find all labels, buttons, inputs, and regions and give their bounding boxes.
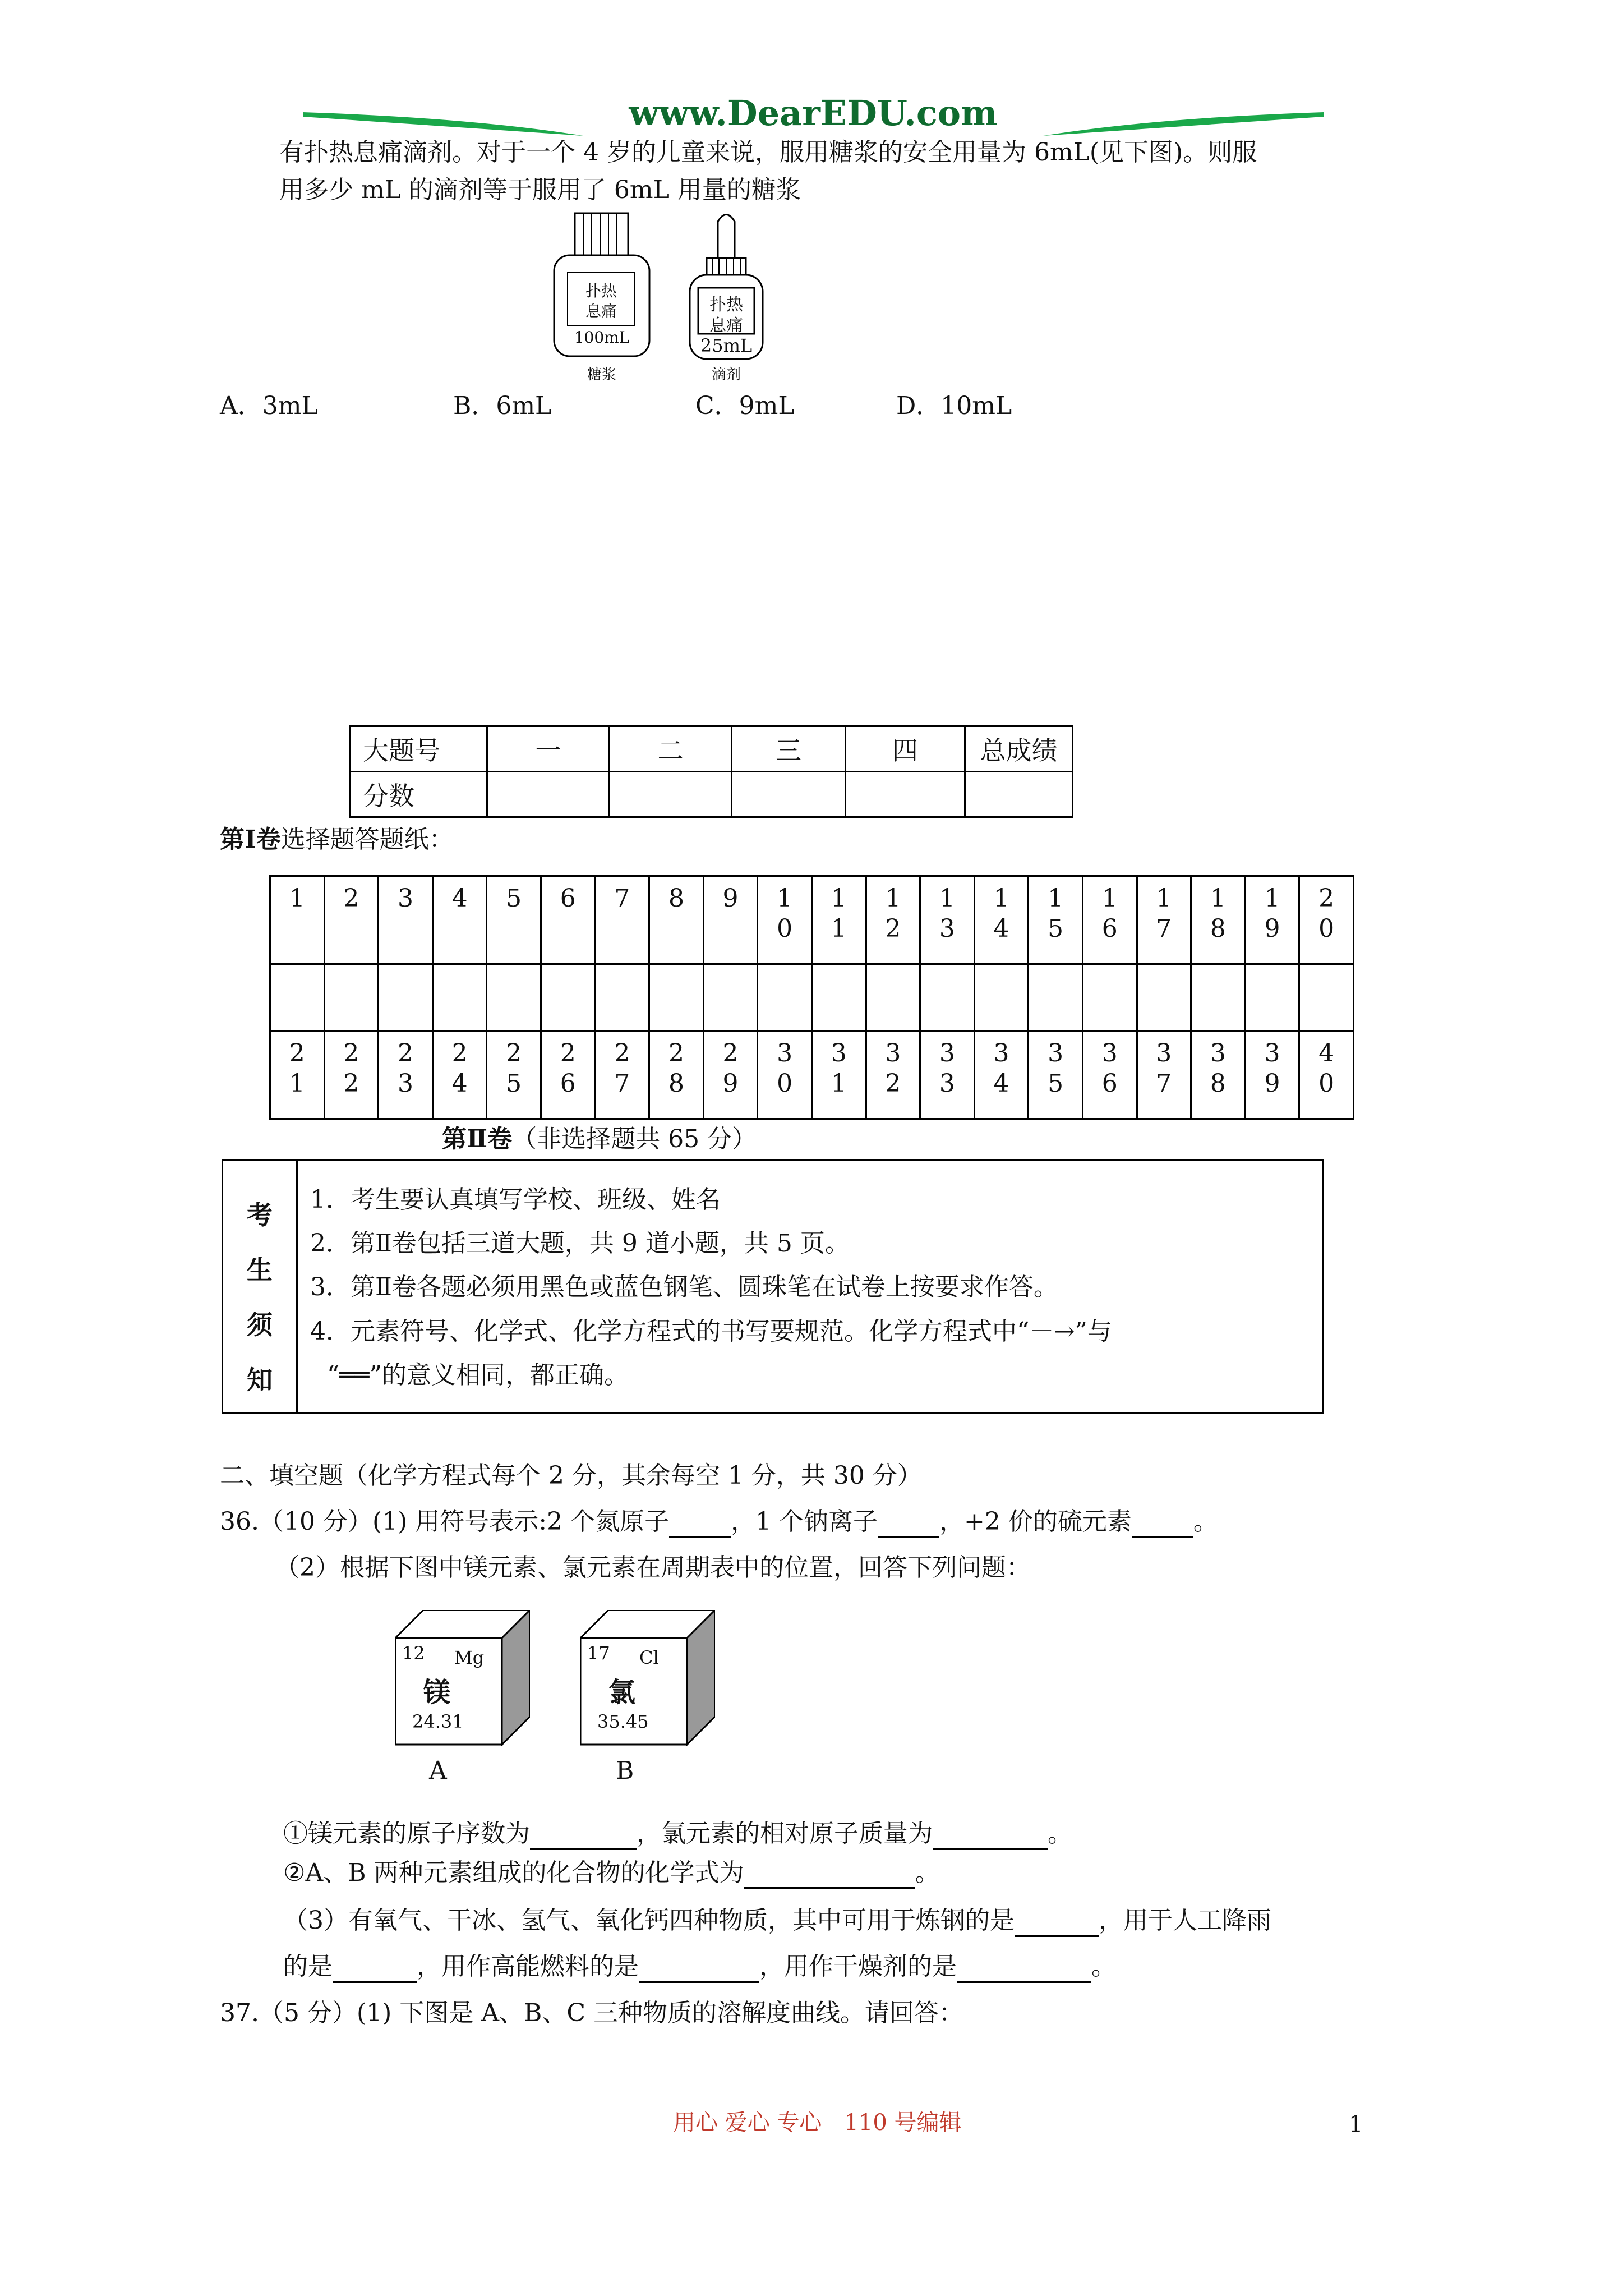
q36-sub3b (283, 1950, 1116, 1983)
q36-text: ，氯元素的相对原子质量为 (637, 1819, 933, 1848)
q36-text: 。 (1091, 1952, 1116, 1981)
mg-symbol: Mg (454, 1647, 485, 1668)
answer-number-digit: 0 (1318, 914, 1335, 943)
answer-number-digit: 3 (397, 1069, 413, 1098)
answer-number-cell (595, 1031, 649, 1119)
footer-center: 用心 爱心 专心 110 号编辑 (673, 2110, 962, 2136)
question-text-line2: 用多少 mL 的滴剂等于服用了 6mL 用量的糖浆 (279, 176, 801, 204)
answer-number-digit: 4 (993, 914, 1009, 943)
drops-label-2: 息痛 (709, 316, 743, 335)
q36-text: ，+2 价的硫元素 (939, 1507, 1132, 1536)
answer-number-digit: 6 (1101, 914, 1118, 943)
answer-number-cell (541, 1031, 595, 1119)
answer-number-digit: 5 (1048, 914, 1064, 943)
answer-number-cell (811, 876, 866, 964)
notice-item-1: 1．考生要认真填写学校、班级、姓名 (310, 1185, 721, 1214)
q36-line2: （2）根据下图中镁元素、氯元素在周期表中的位置，回答下列问题： (275, 1553, 1031, 1582)
mg-caption: A (429, 1756, 447, 1785)
cl-number: 17 (587, 1642, 610, 1664)
answer-number-digit: 1 (1210, 884, 1226, 913)
answer-number-digit: 5 (1048, 1069, 1064, 1098)
q36-text: 。 (915, 1858, 940, 1887)
q36-sub1 (283, 1818, 1072, 1850)
score-header-cell: 二 (610, 726, 732, 772)
notice-side-char: 考 (247, 1200, 273, 1230)
answer-number-digit: 3 (1048, 1039, 1064, 1068)
answer-blank[interactable] (639, 1956, 759, 1983)
answer-number-digit: 0 (1318, 1069, 1335, 1098)
element-cube-mg (395, 1610, 530, 1750)
answer-number-digit: 2 (560, 1039, 576, 1068)
notice-side-column (223, 1161, 298, 1412)
answer-input-cell[interactable] (1299, 964, 1354, 1031)
q36-text: ②A、B 两种元素组成的化合物的化学式为 (283, 1858, 744, 1887)
section2-heading: 二、填空题（化学方程式每个 2 分，其余每空 1 分，共 30 分） (220, 1461, 922, 1490)
answer-input-cell[interactable] (541, 964, 595, 1031)
score-header-row (350, 726, 1073, 772)
answer-input-cell[interactable] (703, 964, 758, 1031)
answer-number-cell (487, 1031, 541, 1119)
notice-item-5: “══”的意义相同，都正确。 (327, 1361, 629, 1389)
q36-text: 的是 (283, 1952, 333, 1981)
notice-side-char: 生 (247, 1255, 273, 1285)
answer-number-cell (649, 1031, 704, 1119)
answer-number-digit: 3 (1210, 1039, 1226, 1068)
answer-number-digit: 8 (668, 1069, 684, 1098)
part2-title (442, 1123, 757, 1156)
answer-number-cell (974, 876, 1029, 964)
score-value-row (350, 772, 1073, 817)
q36-text: ，1 个钠离子 (731, 1507, 878, 1536)
score-input-cell[interactable] (965, 772, 1073, 817)
syrup-caption: 糖浆 (587, 366, 616, 383)
answer-number-digit: 1 (831, 884, 847, 913)
answer-number-cell (432, 1031, 487, 1119)
answer-number-digit: 2 (722, 1039, 739, 1068)
cl-caption: B (616, 1756, 634, 1785)
q36-text: 。 (1193, 1507, 1218, 1536)
score-row-label: 分数 (350, 772, 487, 817)
option-a[interactable]: A．3mL (220, 392, 318, 420)
answer-number-digit: 6 (1101, 1069, 1118, 1098)
answer-input-cell[interactable] (649, 964, 704, 1031)
part2-title-rest: （非选择题共 65 分） (512, 1125, 757, 1153)
answer-input-cell[interactable] (974, 964, 1029, 1031)
drops-bottle (684, 205, 768, 384)
answer-number-digit: 6 (560, 1069, 576, 1098)
answer-number-digit: 3 (777, 1039, 793, 1068)
answer-number-cell: 1 (270, 876, 325, 964)
cl-symbol: Cl (639, 1647, 659, 1668)
answer-number-digit: 3 (993, 1039, 1009, 1068)
answer-input-cell[interactable] (379, 964, 433, 1031)
answer-number-digit: 5 (506, 1069, 522, 1098)
part2-title-bold: 第Ⅱ卷 (442, 1125, 513, 1153)
score-table (349, 725, 1073, 818)
answer-number-cell (1082, 876, 1137, 964)
q36-text: ，用作干燥剂的是 (759, 1952, 957, 1981)
mg-number: 12 (402, 1642, 425, 1664)
answer-number-cell: 4 (432, 876, 487, 964)
answer-number-digit: 9 (722, 1069, 739, 1098)
answer-blank[interactable] (530, 1823, 637, 1850)
answer-number-cell (1137, 876, 1191, 964)
answer-number-digit: 3 (939, 1069, 955, 1098)
answer-number-digit: 3 (1101, 1039, 1118, 1068)
answer-number-cell (920, 876, 975, 964)
answer-number-digit: 1 (1101, 884, 1118, 913)
answer-blank[interactable] (878, 1511, 939, 1538)
answer-number-digit: 3 (939, 914, 955, 943)
answer-input-cell[interactable] (920, 964, 975, 1031)
score-input-cell[interactable] (732, 772, 846, 817)
answer-number-digit: 1 (289, 1069, 305, 1098)
answer-number-digit: 3 (831, 1039, 847, 1068)
answer-number-cell (379, 1031, 433, 1119)
answer-number-digit: 2 (506, 1039, 522, 1068)
part1-title-rest: 选择题答题纸： (280, 825, 454, 854)
answer-number-cell (270, 1031, 325, 1119)
drops-volume: 25mL (700, 335, 753, 356)
answer-number-digit: 2 (451, 1039, 468, 1068)
answer-input-cell[interactable] (1191, 964, 1246, 1031)
cl-name: 氯 (608, 1677, 636, 1708)
score-header-cell: 四 (846, 726, 965, 772)
answer-number-digit: 3 (885, 1039, 901, 1068)
q36-line1 (220, 1506, 1218, 1538)
answer-blank[interactable] (744, 1862, 915, 1889)
score-header-cell: 总成绩 (965, 726, 1073, 772)
notice-side-char: 知 (247, 1365, 273, 1395)
answer-number-cell (1299, 876, 1354, 964)
answer-blank[interactable] (933, 1823, 1048, 1850)
answer-input-cell[interactable] (324, 964, 379, 1031)
syrup-bottle (550, 210, 653, 384)
part1-title (220, 823, 454, 856)
answer-number-digit: 2 (668, 1039, 684, 1068)
answer-number-cell (703, 1031, 758, 1119)
answer-number-digit: 9 (1264, 914, 1280, 943)
answer-number-cell: 7 (595, 876, 649, 964)
answer-number-cell (758, 876, 812, 964)
answer-number-digit: 2 (1318, 884, 1335, 913)
answer-number-digit: 4 (1318, 1039, 1335, 1068)
answer-number-cell (1082, 1031, 1137, 1119)
answer-number-cell (1245, 1031, 1299, 1119)
answer-number-digit: 2 (289, 1039, 305, 1068)
answer-number-digit: 1 (939, 884, 955, 913)
answer-number-digit: 1 (1156, 884, 1172, 913)
answer-number-digit: 7 (1156, 914, 1172, 943)
question-text-line1: 有扑热息痛滴剂。对于一个 4 岁的儿童来说，服用糖浆的安全用量为 6mL(见下图)。则服 (279, 138, 1257, 167)
answer-number-digit: 7 (1156, 1069, 1172, 1098)
answer-input-cell[interactable] (270, 964, 325, 1031)
syrup-volume: 100mL (574, 328, 630, 347)
answer-number-digit: 2 (885, 1069, 901, 1098)
q36-text: （3）有氧气、干冰、氢气、氧化钙四种物质，其中可用于炼钢的是 (283, 1906, 1015, 1935)
answer-number-digit: 1 (1048, 884, 1064, 913)
q36-text: ，用于人工降雨 (1099, 1906, 1271, 1935)
answer-number-digit: 4 (451, 1069, 468, 1098)
q36-text: ，用作高能燃料的是 (417, 1952, 639, 1981)
answer-blank[interactable] (1015, 1910, 1099, 1937)
q36-text: 36.（10 分）(1) 用符号表示:2 个氮原子 (220, 1507, 670, 1536)
answer-input-cell[interactable] (866, 964, 920, 1031)
answer-number-cell (866, 1031, 920, 1119)
answer-number-cell: 8 (649, 876, 704, 964)
answer-number-cell (1245, 876, 1299, 964)
answer-number-digit: 1 (1264, 884, 1280, 913)
answer-number-digit: 1 (885, 884, 901, 913)
answer-input-cell[interactable] (432, 964, 487, 1031)
answer-number-row (270, 1031, 1354, 1119)
option-c[interactable]: C．9mL (695, 392, 795, 420)
cl-mass: 35.45 (597, 1711, 649, 1732)
answer-number-cell: 3 (379, 876, 433, 964)
answer-number-row (270, 876, 1354, 964)
answer-blank[interactable] (957, 1956, 1091, 1983)
option-d[interactable]: D．10mL (896, 392, 1012, 420)
answer-number-cell (866, 876, 920, 964)
answer-number-cell (324, 1031, 379, 1119)
mg-mass: 24.31 (412, 1711, 464, 1732)
answer-input-cell[interactable] (758, 964, 812, 1031)
answer-blank-row (270, 964, 1354, 1031)
answer-number-cell (1191, 1031, 1246, 1119)
site-url[interactable]: www.DearEDU.com (629, 93, 998, 134)
score-header-cell: 三 (732, 726, 846, 772)
answer-number-cell (811, 1031, 866, 1119)
answer-input-cell[interactable] (1137, 964, 1191, 1031)
answer-number-digit: 2 (397, 1039, 413, 1068)
q36-sub2 (283, 1857, 940, 1889)
answer-number-cell (1191, 876, 1246, 964)
answer-number-digit: 0 (777, 1069, 793, 1098)
answer-grid (269, 875, 1354, 1120)
score-input-cell[interactable] (487, 772, 610, 817)
answer-number-cell: 2 (324, 876, 379, 964)
answer-number-cell: 5 (487, 876, 541, 964)
q36-sub3a (283, 1904, 1271, 1937)
answer-number-cell: 9 (703, 876, 758, 964)
notice-item-3: 3．第Ⅱ卷各题必须用黑色或蓝色钢笔、圆珠笔在试卷上按要求作答。 (310, 1273, 1058, 1301)
drops-caption: 滴剂 (711, 366, 741, 383)
answer-number-digit: 2 (343, 1039, 359, 1068)
answer-blank[interactable] (333, 1956, 417, 1983)
answer-number-digit: 2 (885, 914, 901, 943)
answer-number-digit: 2 (343, 1069, 359, 1098)
q36-text: ①镁元素的原子序数为 (283, 1819, 530, 1848)
part1-title-bold: 第Ⅰ卷 (220, 825, 281, 854)
answer-number-digit: 3 (1156, 1039, 1172, 1068)
answer-input-cell[interactable] (811, 964, 866, 1031)
syrup-label-2: 息痛 (585, 302, 617, 320)
answer-number-digit: 2 (614, 1039, 630, 1068)
answer-number-digit: 1 (831, 1069, 847, 1098)
answer-blank[interactable] (1132, 1511, 1193, 1538)
answer-number-digit: 1 (831, 914, 847, 943)
answer-number-cell (974, 1031, 1029, 1119)
q37-line: 37.（5 分）(1) 下图是 A、B、C 三种物质的溶解度曲线。请回答： (220, 1999, 964, 2027)
answer-number-digit: 1 (993, 884, 1009, 913)
answer-number-cell (1029, 1031, 1083, 1119)
score-input-cell[interactable] (846, 772, 965, 817)
answer-number-cell: 6 (541, 876, 595, 964)
drops-label-1: 扑热 (709, 295, 743, 315)
notice-side-char: 须 (247, 1310, 273, 1340)
answer-input-cell[interactable] (1029, 964, 1083, 1031)
answer-number-digit: 9 (1264, 1069, 1280, 1098)
answer-number-cell (1029, 876, 1083, 964)
answer-number-digit: 0 (777, 914, 793, 943)
mg-name: 镁 (423, 1677, 451, 1708)
element-cube-cl (580, 1610, 715, 1750)
exam-notice-box (222, 1159, 1324, 1414)
answer-number-cell (1137, 1031, 1191, 1119)
answer-number-digit: 8 (1210, 914, 1226, 943)
answer-number-digit: 1 (777, 884, 793, 913)
answer-number-digit: 4 (993, 1069, 1009, 1098)
answer-input-cell[interactable] (1082, 964, 1137, 1031)
option-b[interactable]: B．6mL (453, 392, 552, 420)
answer-input-cell[interactable] (595, 964, 649, 1031)
answer-number-cell (758, 1031, 812, 1119)
answer-number-digit: 3 (939, 1039, 955, 1068)
notice-item-2: 2．第Ⅱ卷包括三道大题，共 9 道小题，共 5 页。 (310, 1229, 850, 1258)
answer-blank[interactable] (669, 1511, 731, 1538)
notice-item-4: 4．元素符号、化学式、化学方程式的书写要规范。化学方程式中“－→”与 (310, 1317, 1112, 1346)
answer-number-cell (1299, 1031, 1354, 1119)
answer-number-digit: 8 (1210, 1069, 1226, 1098)
score-header-cell: 大题号 (350, 726, 487, 772)
page-number: 1 (1349, 2111, 1363, 2137)
answer-number-digit: 7 (614, 1069, 630, 1098)
answer-input-cell[interactable] (487, 964, 541, 1031)
q36-text: 。 (1048, 1819, 1072, 1848)
score-header-cell: 一 (487, 726, 610, 772)
syrup-label-1: 扑热 (585, 282, 617, 300)
answer-number-cell (920, 1031, 975, 1119)
answer-number-digit: 3 (1264, 1039, 1280, 1068)
answer-input-cell[interactable] (1245, 964, 1299, 1031)
score-input-cell[interactable] (610, 772, 732, 817)
